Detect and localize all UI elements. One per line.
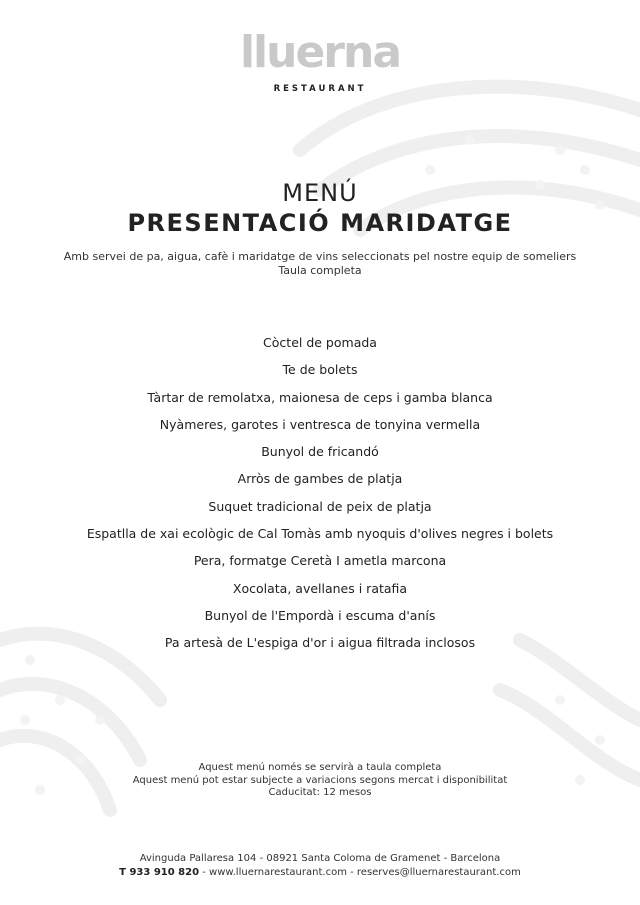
menu-subtitle: [0, 250, 640, 278]
course-item: Bunyol de l'Empordà i escuma d'anís: [204, 607, 436, 623]
logo: [0, 28, 640, 94]
subtitle-line: Amb servei de pa, aigua, cafè i maridatge de vins seleccionats pel nostre equip de someliers: [63, 250, 577, 263]
note-line: Aquest menú només se servirà a taula completa: [198, 762, 442, 773]
course-item: Te de bolets: [282, 362, 358, 378]
course-item: Suquet tradicional de peix de platja: [208, 498, 432, 514]
course-item: Tàrtar de remolatxa, maionesa de ceps i gamba blanca: [147, 389, 493, 405]
logo-wordmark: lluerna: [239, 27, 401, 78]
course-item: Bunyol de fricandó: [261, 444, 379, 460]
footer: [0, 852, 640, 879]
footer-contact-line: [0, 866, 640, 880]
course-item: Pera, formatge Ceretà I ametla marcona: [193, 553, 447, 569]
course-item: Arròs de gambes de platja: [237, 471, 403, 487]
course-list: [0, 331, 640, 659]
footer-phone: T 933 910 820: [119, 866, 200, 878]
note-line: Caducitat: 12 mesos: [268, 787, 372, 798]
course-item: Xocolata, avellanes i ratafia: [232, 580, 408, 596]
footer-address: Avinguda Pallaresa 104 - 08921 Santa Coloma de Gramenet - Barcelona: [139, 853, 501, 864]
footer-web-email: - www.lluernarestaurant.com - reserves@lluernarestaurant.com: [199, 866, 521, 878]
menu-label: MENÚ: [282, 179, 358, 207]
subtitle-line: Taula completa: [278, 264, 362, 277]
logo-tagline: RESTAURANT: [273, 84, 367, 94]
course-item: Nyàmeres, garotes i ventresca de tonyina vermella: [159, 416, 481, 432]
note-line: Aquest menú pot estar subjecte a variacions segons mercat i disponibilitat: [132, 774, 508, 786]
course-item: Pa artesà de L'espiga d'or i aigua filtrada inclosos: [164, 635, 476, 651]
course-item: Espatlla de xai ecològic de Cal Tomàs amb nyoquis d'olives negres i bolets: [86, 526, 554, 542]
menu-notes: [0, 762, 640, 800]
course-item: Còctel de pomada: [263, 335, 377, 350]
menu-title: PRESENTACIÓ MARIDATGE: [127, 209, 513, 237]
menu-header: [0, 178, 640, 278]
